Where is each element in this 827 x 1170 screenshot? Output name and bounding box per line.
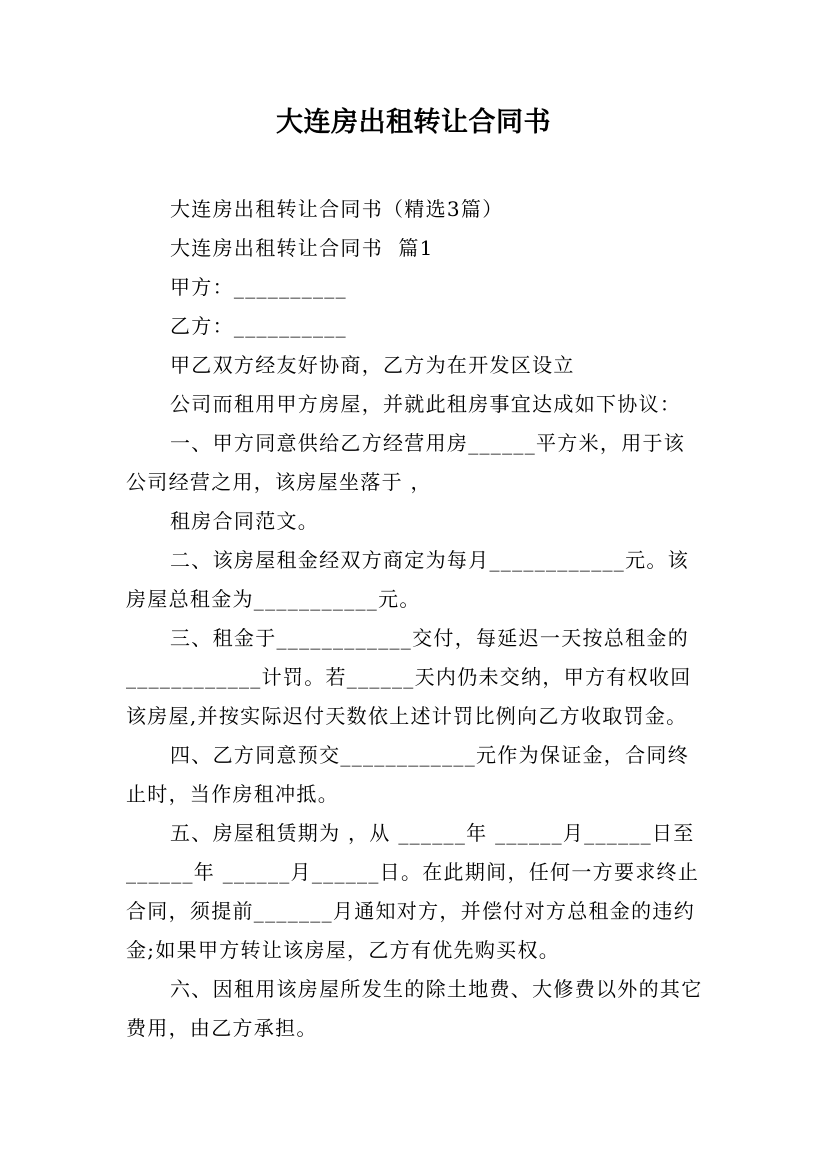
paragraph: 大连房出租转让合同书（精选3篇） xyxy=(170,197,504,221)
paragraph: 三、租金于____________交付，每延迟一天按总租金的____________计罚。若______天内仍未交纳，甲方有权收回该房屋,并按实际迟付天数依上述计罚比例向乙方收取罚金。 xyxy=(126,626,692,728)
paragraph: 五、房屋租赁期为 ，从 ______年 ______月______日至______年 ______月______日。在此期间，任何一方要求终止合同，须提前_______月通知对方，并偿付对方总租金的违约金;如果甲方转让该房屋，乙方有优先购买权。 xyxy=(126,821,700,962)
paragraph: 租房合同范文。 xyxy=(170,509,320,533)
paragraph: 甲方：__________ xyxy=(170,275,347,299)
paragraph: 一、甲方同意供给乙方经营用房______平方米，用于该公司经营之用，该房屋坐落于 ， xyxy=(126,431,686,494)
paragraph: 二、该房屋租金经双方商定为每月____________元。该房屋总租金为___________元。 xyxy=(126,548,689,611)
paragraph: 大连房出租转让合同书 篇1 xyxy=(170,236,434,260)
paragraph: 四、乙方同意预交____________元作为保证金，合同终止时，当作房租冲抵。 xyxy=(126,743,689,806)
paragraph: 甲乙双方经友好协商，乙方为在开发区设立 xyxy=(170,353,575,377)
paragraph: 六、因租用该房屋所发生的除土地费、大修费以外的其它费用，由乙方承担。 xyxy=(126,977,703,1040)
document-title: 大连房出租转让合同书 xyxy=(276,107,551,138)
document-body xyxy=(126,190,706,1048)
paragraph: 乙方：__________ xyxy=(170,314,347,338)
paragraph: 公司而租用甲方房屋，并就此租房事宜达成如下协议： xyxy=(170,392,682,416)
